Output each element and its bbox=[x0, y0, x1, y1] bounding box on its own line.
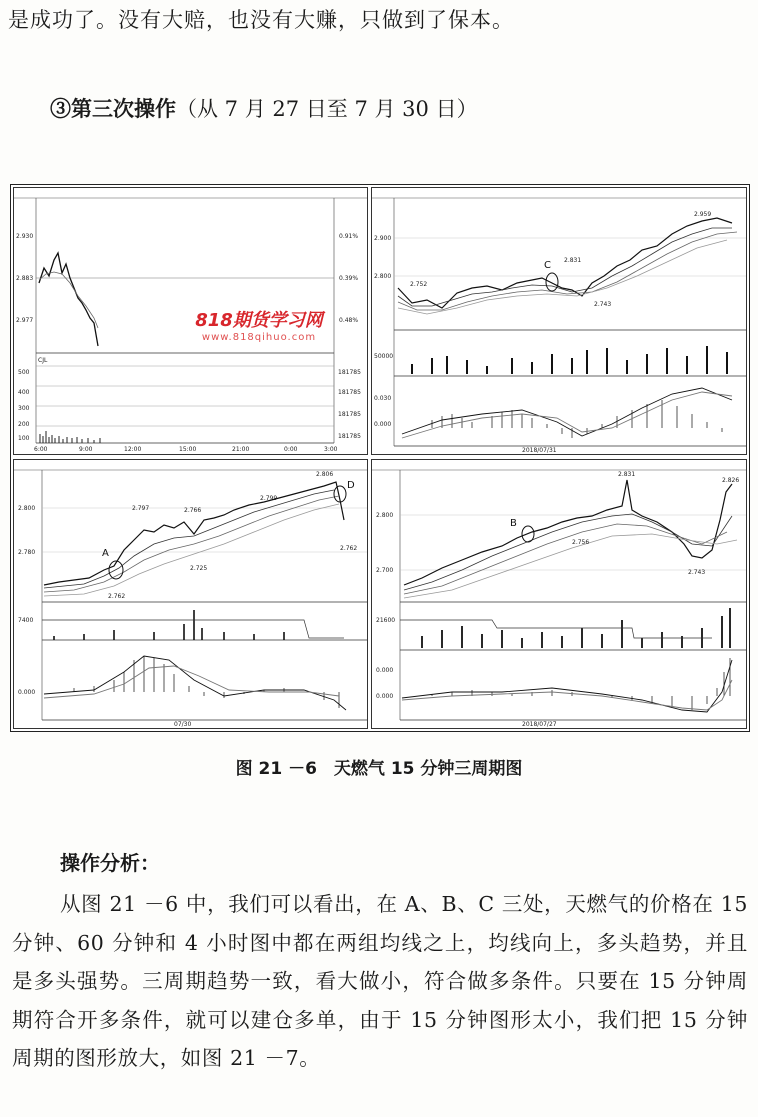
pct-tick: 0.39% bbox=[339, 275, 359, 282]
oi-tick: 181785 bbox=[338, 433, 361, 440]
panel-60m bbox=[371, 459, 747, 729]
price-annotation: 2.725 bbox=[190, 565, 208, 572]
section-heading bbox=[50, 93, 478, 123]
oi-tick: 181785 bbox=[338, 389, 361, 396]
chart-figure bbox=[10, 184, 750, 732]
time-tick: 0:00 bbox=[284, 446, 298, 453]
price-annotation: 2.799 bbox=[260, 495, 278, 502]
panel-4h bbox=[371, 187, 747, 455]
figure-caption: 图 21 －6 天燃气 15 分钟三周期图 bbox=[235, 759, 523, 779]
price-annotation: 2.766 bbox=[184, 507, 202, 514]
price-annotation: 2.743 bbox=[688, 569, 706, 576]
volume-tick: 400 bbox=[18, 389, 30, 396]
volume-label: CJL bbox=[38, 357, 48, 364]
pct-tick: 0.48% bbox=[339, 317, 359, 324]
time-tick: 15:00 bbox=[179, 446, 197, 453]
site-watermark bbox=[164, 306, 354, 343]
price-annotation: 2.756 bbox=[572, 539, 590, 546]
price-tick: 2.930 bbox=[16, 233, 34, 240]
price-annotation: 2.762 bbox=[340, 545, 358, 552]
oi-tick: 181785 bbox=[338, 411, 361, 418]
60m-chart bbox=[372, 460, 746, 728]
15m-chart bbox=[14, 460, 367, 728]
macd-tick: 0.030 bbox=[374, 395, 392, 402]
point-label: A bbox=[102, 548, 109, 559]
price-tick: 2.800 bbox=[374, 273, 392, 280]
price-annotation: 2.959 bbox=[694, 211, 712, 218]
price-tick: 2.883 bbox=[16, 275, 34, 282]
price-annotation: 2.831 bbox=[618, 471, 636, 478]
volume-tick: 300 bbox=[18, 405, 30, 412]
volume-tick: 21600 bbox=[376, 617, 396, 624]
section-date-range: （从 7 月 27 日至 7 月 30 日） bbox=[176, 97, 478, 121]
date-label: 2018/07/27 bbox=[522, 721, 557, 728]
price-annotation: 2.743 bbox=[594, 301, 612, 308]
panel-15m bbox=[13, 459, 368, 729]
time-tick: 9:00 bbox=[79, 446, 93, 453]
macd-tick: 0.000 bbox=[376, 667, 394, 674]
point-label: C bbox=[544, 260, 551, 271]
price-tick: 2.800 bbox=[18, 505, 36, 512]
panel-intraday bbox=[13, 187, 368, 455]
date-label: 2018/07/31 bbox=[522, 447, 557, 454]
previous-paragraph-end: 是成功了。没有大赔，也没有大赚，只做到了保本。 bbox=[8, 8, 514, 32]
date-label: 07/30 bbox=[174, 721, 192, 728]
watermark-logo: 818期货学习网 bbox=[195, 310, 323, 331]
time-tick: 3:00 bbox=[324, 446, 338, 453]
macd-tick: 0.000 bbox=[18, 689, 36, 696]
macd-tick: 0.000 bbox=[374, 421, 392, 428]
volume-tick: 200 bbox=[18, 421, 30, 428]
oi-tick: 181785 bbox=[338, 369, 361, 376]
volume-tick: 500 bbox=[18, 369, 30, 376]
volume-tick: 100 bbox=[18, 435, 30, 442]
price-annotation: 2.831 bbox=[564, 257, 582, 264]
pct-tick: 0.91% bbox=[339, 233, 359, 240]
price-annotation: 2.762 bbox=[108, 593, 126, 600]
price-tick: 2.800 bbox=[376, 512, 394, 519]
point-label: D bbox=[347, 480, 355, 491]
price-tick: 2.700 bbox=[376, 567, 394, 574]
price-tick: 2.900 bbox=[374, 235, 392, 242]
analysis-heading: 操作分析： bbox=[60, 851, 160, 875]
price-annotation: 2.752 bbox=[410, 281, 428, 288]
price-annotation: 2.806 bbox=[316, 471, 334, 478]
time-tick: 21:00 bbox=[232, 446, 250, 453]
time-tick: 12:00 bbox=[124, 446, 142, 453]
macd-tick: 0.000 bbox=[376, 693, 394, 700]
section-title: 第三次操作 bbox=[71, 96, 176, 121]
4h-chart bbox=[372, 188, 746, 454]
time-tick: 6:00 bbox=[34, 446, 48, 453]
price-annotation: 2.797 bbox=[132, 505, 150, 512]
price-tick: 2.977 bbox=[16, 317, 34, 324]
volume-tick: 50000 bbox=[374, 353, 394, 360]
volume-tick: 7400 bbox=[18, 617, 34, 624]
price-annotation: 2.826 bbox=[722, 477, 740, 484]
watermark-url: www.818qihuo.com bbox=[201, 332, 317, 343]
analysis-paragraph: 从图 21 －6 中，我们可以看出，在 A、B、C 三处，天燃气的价格在 15 分钟、60 分钟和 4 小时图中都在两组均线之上，均线向上，多头趋势，并且是多头强势。三周期趋势一致，看大做小，符合做多条件。只要在 15 分钟周期符合开多条件，就可以建仓多单，由于 15 分钟图形太小，我们把 15 分钟周期的图形放大，如图 21 －7。 bbox=[12, 892, 748, 1071]
point-label: B bbox=[510, 518, 517, 529]
price-tick: 2.780 bbox=[18, 549, 36, 556]
section-number: ③ bbox=[50, 96, 71, 121]
